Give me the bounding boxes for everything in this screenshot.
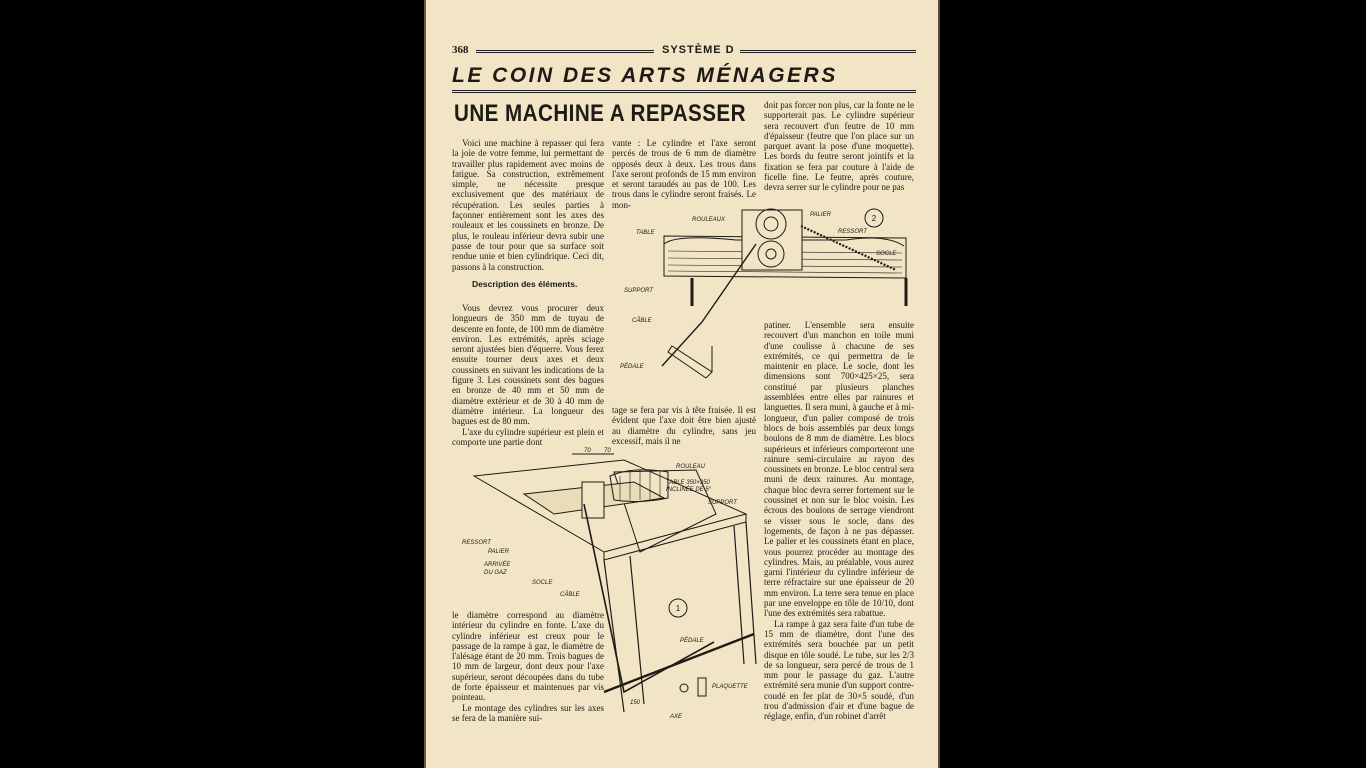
section-title: LE COIN DES ARTS MÉNAGERS <box>452 64 838 87</box>
label-table: TABLE <box>636 230 655 236</box>
col1-bottom-paragraph-2: Le montage des cylindres sur les axes se fera de la manière sui- <box>452 702 604 723</box>
col2-paragraph-mid: tage se fera par vis à tête fraisée. Il est évident que l'axe doit être bien ajusté au diamètre du cylindre, sans jeu excessif, mais il ne <box>612 405 756 446</box>
figure-2-side-view <box>606 196 916 392</box>
section-rule <box>452 90 916 93</box>
col3-paragraph-1: patiner. L'ensemble sera ensuite recouvert d'un manchon en toile muni d'une coulisse à chacune de ses extrémités, ce qui permettra de le maintenir en place. Le socle, dont les dimensions sont 700×425×25, sera constitué par plusieurs planches assemblées entre elles par rainures et languettes. Il sera muni, à gauche et à mi-longueur, d'un palier composé de trois blocs de bois assemblés par deux longs boulons de 8 mm de diamètre. Les blocs supérieurs et inférieurs comporteront une rainure semi-circulaire au rayon des coussinets en bronze. Le bloc central sera muni de deux rainures. Au montage, chaque bloc devra serrer fortement sur le coussinet et non sur le bloc voisin. Les écrous des boulons de serrage viendront se visser sous le socle, dans des logements, de façon à ne pas dépasser. Le palier et les coussinets étant en place, vous pourrez procéder au montage des cylindres. Mais, au préalable, vous aurez garni l'intérieur du cylindre inférieur de terre réfractaire sur une épaisseur de 20 mm environ. La terre sera tenue en place par une enveloppe en tôle de 10/10, dont l'une des extrémités sera rabattue. <box>764 320 914 619</box>
label-rouleau: ROULEAU <box>676 464 706 470</box>
header-rule-left <box>476 50 654 53</box>
column3-top-text <box>764 100 914 193</box>
intro-paragraph: Voici une machine à repasser qui fera la joie de votre femme, lui permettant de travailler plus rapidement avec moins de fatigue. Sa construction, extrêmement simple, ne nécessite presque exclusivement que des matériaux de récupération. Les seules parties à façonner entièrement sont les axes des rouleaux et les coussinets en bronze. De plus, le rouleau inférieur devra subir une passe de tour pour que sa surface soit rendue unie et bien cylindrique. Ceci dit, passons à la construction. <box>452 138 604 272</box>
running-header <box>452 44 916 58</box>
label-ressort: RESSORT <box>838 229 867 235</box>
col2-paragraph-top: vante : Le cylindre et l'axe seront percés de trous de 6 mm de diamètre opposés deux à deux. Les trous dans l'axe seront profonds de 15 mm environ et seront taraudés au pas de 100. Les trous dans le cylindre seront fraisés. Le mon- <box>612 138 756 210</box>
figure-1-number: 1 <box>675 604 681 613</box>
magazine-title: SYSTÈME D <box>662 44 735 56</box>
label-socle: SOCLE <box>532 580 553 586</box>
label-pedale: PÉDALE <box>680 638 704 644</box>
axe-fitting <box>680 684 688 692</box>
header-rule-right <box>740 50 916 53</box>
dim-70-a: 70 <box>584 448 591 454</box>
figure-2-number: 2 <box>871 214 877 223</box>
page-edge-right <box>938 0 940 768</box>
column2-mid-text <box>612 405 756 446</box>
dim-70-b: 70 <box>604 448 611 454</box>
cable <box>584 504 714 692</box>
label-cable: CÂBLE <box>560 592 580 598</box>
intro-text <box>452 138 604 272</box>
label-arrivee: ARRIVÉE <box>484 562 511 568</box>
label-plaquette: PLAQUETTE <box>712 684 748 690</box>
dim-150: 150 <box>630 700 641 706</box>
table-legs-right <box>734 522 756 664</box>
pedal <box>668 346 712 378</box>
label-axe: AXE <box>670 714 683 720</box>
col3-paragraph-top: doit pas forcer non plus, car la fonte ne le supporterait pas. Le cylindre supérieur sera recouvert d'un feutre de 10 mm d'épaisseur (feutre que l'on place sur un parquet avant la pose d'une moquette). Les bords du feutre seront jointifs et la fixation se fera par couture à l'aide de ficelle fine. Le feutre, après couture, devra serrer sur le cylindre pour ne pas <box>764 100 914 193</box>
table-edge <box>604 514 746 560</box>
subheading: Description des éléments. <box>472 279 578 289</box>
label-cable: CÂBLE <box>632 318 652 324</box>
label-palier: PALIER <box>810 212 831 218</box>
col1-bottom-paragraph-1: le diamètre correspond au diamètre intérieur du cylindre en fonte. L'axe du cylindre inférieur est creux pour le passage de la rampe à gaz, le diamètre de l'alésage étant de 20 mm. Trois bagues de 10 mm de largeur, dont deux pour l'axe supérieur, seront découpées dans du tube de forte épaisseur et maintenues par vis pointeau. <box>452 610 604 703</box>
label-rouleaux: ROULEAUX <box>692 217 726 223</box>
col1-paragraph-1: Vous devrez vous procurer deux longueurs de 350 mm de tuyau de descente en fonte, de 100 mm de diamètre environ. Les extrémités, après sciage seront ajustées bien d'équerre. Vous ferez ensuite tourner deux axes et deux coussinets en suivant les indications de la figure 3. Les coussinets sont des bagues en bronze de 40 mm et 50 mm de diamètre extérieur et de 30 à 40 mm de diamètre intérieur. La longueur des bagues est de 80 mm. <box>452 303 604 427</box>
article-title: UNE MACHINE A REPASSER <box>454 100 746 127</box>
label-support: SUPPORT <box>708 500 737 506</box>
label-du-gaz: DU GAZ <box>484 570 507 576</box>
label-support: SUPPORT <box>624 288 653 294</box>
col3-paragraph-2: La rampe à gaz sera faite d'un tube de 15 mm de diamètre, dont l'une des extrémités sera bouchée par un petit disque en tôle soudé. Le tube, sur les 2/3 de sa longueur, sera percé de trous de 1 mm pour le passage du gaz. L'autre extrémité sera munie d'un support contre-coudé en fer plat de 30×5 soudé, d'un trou d'admission d'air et d'une bague de réglage, enfin, d'un robinet d'arrêt <box>764 618 914 722</box>
page-number: 368 <box>452 44 469 56</box>
label-ressort: RESSORT <box>462 540 491 546</box>
plaquette <box>698 678 706 696</box>
column1-text <box>452 303 604 447</box>
figure-1-perspective-view <box>454 442 764 732</box>
label-pedale: PÉDALE <box>620 364 644 370</box>
palier-block <box>742 210 802 270</box>
col1-paragraph-2: L'axe du cylindre supérieur est plein et comporte une partie dont <box>452 426 604 447</box>
magazine-page <box>426 0 938 768</box>
label-table-2: INCLINÉE DE 5° <box>666 487 712 493</box>
label-table-1: TABLE 350×350 <box>666 480 710 486</box>
label-palier: PALIER <box>488 549 509 555</box>
label-socle: SOCLE <box>876 251 897 257</box>
